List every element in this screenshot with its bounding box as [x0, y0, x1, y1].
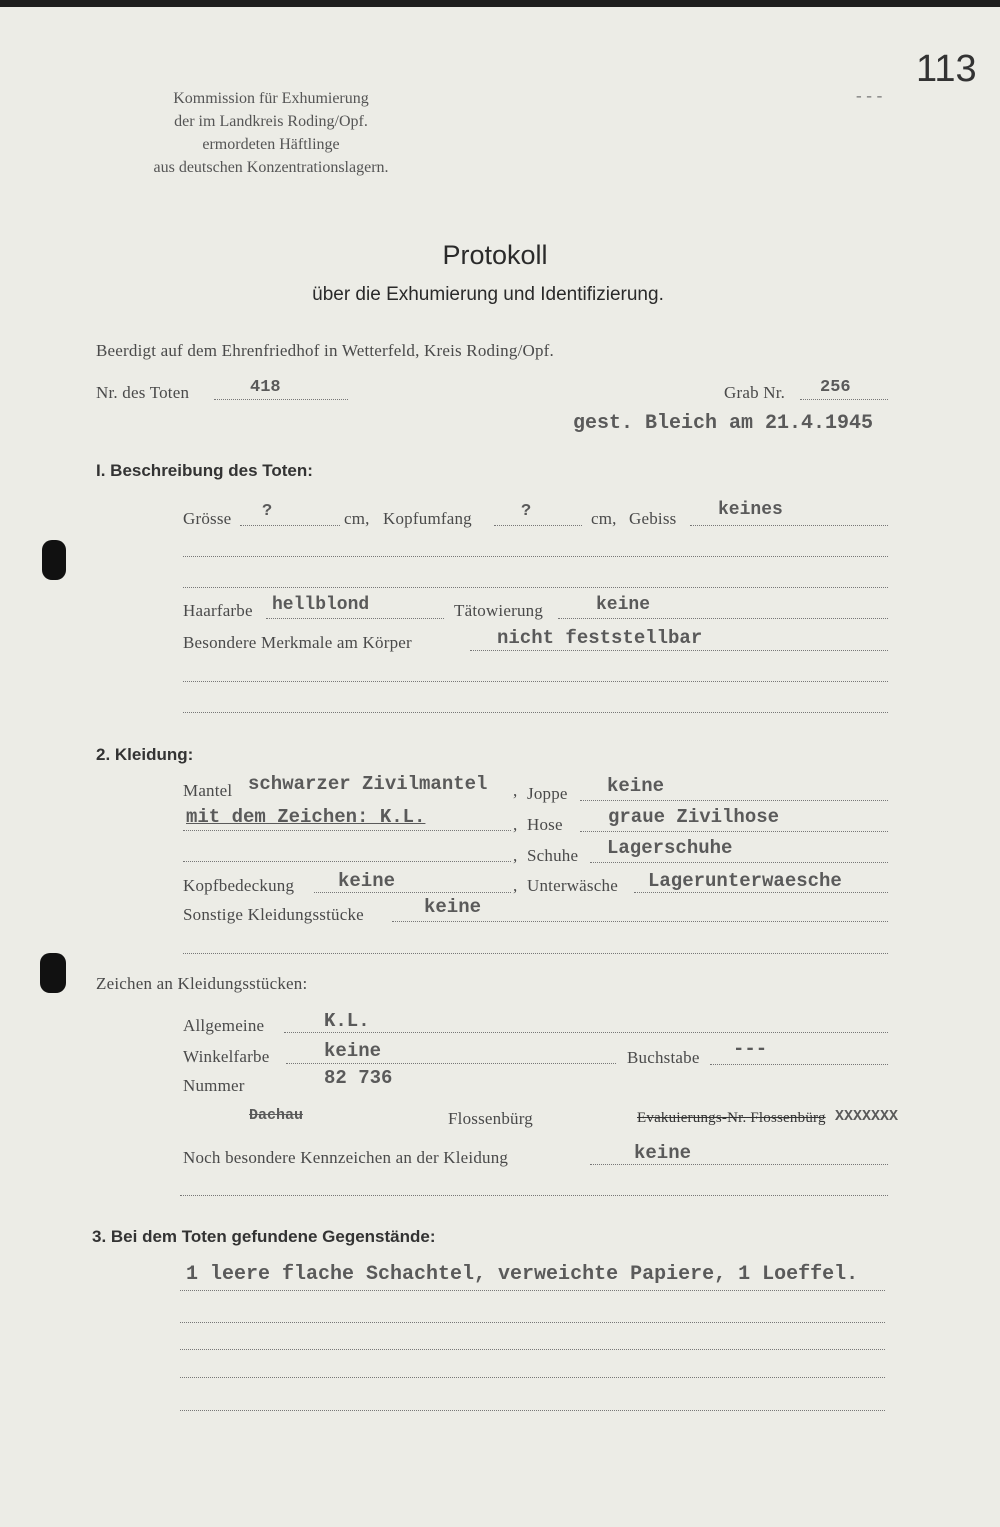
- unterwaesche-value: Lagerunterwaesche: [648, 870, 842, 892]
- blank-line-10: [180, 1377, 885, 1378]
- allgemeine-line: [284, 1032, 888, 1033]
- groesse-line: [240, 525, 340, 526]
- nr-toten-value: 418: [250, 378, 281, 397]
- items-found: 1 leere flache Schachtel, verweichte Papiere, 1 Loeffel.: [186, 1263, 859, 1286]
- grab-nr-value: 256: [820, 378, 851, 397]
- gebiss-line: [690, 525, 888, 526]
- page-number: 113: [916, 48, 977, 90]
- blank-line-2: [183, 587, 888, 588]
- schuhe-line: [590, 862, 888, 863]
- header-line-2: der im Landkreis Roding/Opf.: [174, 113, 368, 130]
- mantel-value-2: mit dem Zeichen: K.L.: [186, 806, 426, 828]
- punch-hole-top: [42, 540, 66, 580]
- hose-line: [580, 831, 888, 832]
- mantel-line-2: [183, 830, 511, 831]
- joppe-line: [580, 800, 888, 801]
- joppe-label: Joppe: [527, 784, 568, 803]
- unterwaesche-line: [634, 892, 888, 893]
- zeichen-heading: Zeichen an Kleidungsstücken:: [96, 974, 308, 993]
- sonstige-label: Sonstige Kleidungsstücke: [183, 905, 364, 924]
- groesse-value: ?: [262, 502, 273, 521]
- hose-label: ,: [513, 815, 518, 834]
- schuhe-label: Schuhe: [527, 846, 579, 865]
- sonstige-line: [392, 921, 888, 922]
- page-subtitle: über die Exhumierung und Identifizierung.: [312, 284, 664, 305]
- nr-toten-line: [214, 399, 348, 400]
- taetowierung-line: [558, 618, 888, 619]
- groesse-label: Grösse: [183, 509, 232, 528]
- kopfbedeckung-label: Kopfbedeckung: [183, 876, 295, 895]
- comma-4: ,: [513, 876, 518, 895]
- buchstabe-label: Buchstabe: [627, 1048, 700, 1067]
- noch-value: keine: [634, 1142, 692, 1164]
- kopfumfang-label: Kopfumfang: [383, 509, 472, 528]
- buchstabe-value: ---: [733, 1038, 768, 1060]
- haarfarbe-line: [266, 618, 444, 619]
- blank-line-7: [180, 1195, 888, 1196]
- kopfumfang-line: [494, 525, 582, 526]
- blank-line-5: [183, 861, 511, 862]
- merkmale-label: Besondere Merkmale am Körper: [183, 633, 412, 652]
- blank-line-6: [183, 953, 888, 954]
- joppe-value: keine: [607, 775, 665, 797]
- haarfarbe-value: hellblond: [272, 595, 370, 615]
- mantel-label: Mantel: [183, 781, 233, 800]
- blank-line-9: [180, 1349, 885, 1350]
- corner-marks: - - -: [856, 86, 883, 105]
- gebiss-value: keines: [718, 500, 783, 520]
- schuhe-value: Lagerschuhe: [607, 837, 733, 859]
- blank-line-4: [183, 712, 888, 713]
- winkelfarbe-value: keine: [324, 1040, 382, 1062]
- kopfumfang-value: ?: [521, 502, 532, 521]
- flossenburg-label: Flossenbürg: [448, 1109, 534, 1128]
- section1-heading: I. Beschreibung des Toten:: [96, 461, 313, 480]
- mantel-value: schwarzer Zivilmantel: [248, 773, 488, 795]
- items-line-1: [180, 1290, 885, 1291]
- header-line-4: aus deutschen Konzentrationslagern.: [153, 159, 389, 176]
- nummer-line: [284, 1094, 888, 1095]
- header-line-3: ermordeten Häftlinge: [202, 136, 340, 153]
- struck-dachau: Dachau: [249, 1107, 304, 1124]
- scan-edge: [0, 0, 1000, 7]
- cm-label-2: cm,: [591, 509, 617, 528]
- winkelfarbe-label: Winkelfarbe: [183, 1047, 270, 1066]
- noch-label: Noch besondere Kennzeichen an der Kleidung: [183, 1148, 509, 1167]
- unterwaesche-label: Unterwäsche: [527, 876, 618, 895]
- nr-toten-label: Nr. des Toten: [96, 383, 190, 402]
- comma-1: ,: [513, 781, 518, 800]
- grab-nr-label: Grab Nr.: [724, 383, 786, 402]
- buchstabe-line: [710, 1064, 888, 1065]
- merkmale-line: [470, 650, 888, 651]
- hose-label-text: Hose: [527, 815, 563, 834]
- taetowierung-value: keine: [596, 595, 651, 615]
- page-title: Protokoll: [442, 240, 548, 270]
- grab-nr-line: [800, 399, 888, 400]
- punch-hole-bottom: [40, 953, 66, 993]
- blank-line-11: [180, 1410, 885, 1411]
- death-note: gest. Bleich am 21.4.1945: [573, 412, 874, 435]
- kopfbedeckung-value: keine: [338, 870, 396, 892]
- allgemeine-label: Allgemeine: [183, 1016, 265, 1035]
- struck-x-overtype: XXXXXXX: [835, 1108, 899, 1125]
- section3-heading: 3. Bei dem Toten gefundene Gegenstände:: [92, 1227, 436, 1246]
- winkelfarbe-line: [286, 1063, 616, 1064]
- struck-evakuierung: Evakuierungs-Nr. Flossenbürg: [637, 1110, 826, 1126]
- cm-label-1: cm,: [344, 509, 370, 528]
- header-line-1: Kommission für Exhumierung: [173, 90, 369, 107]
- noch-line: [590, 1164, 888, 1165]
- haarfarbe-label: Haarfarbe: [183, 601, 253, 620]
- allgemeine-value: K.L.: [324, 1010, 370, 1032]
- nummer-value: 82 736: [324, 1067, 393, 1089]
- burial-line: Beerdigt auf dem Ehrenfriedhof in Wetterfeld, Kreis Roding/Opf.: [96, 341, 554, 360]
- gebiss-label: Gebiss: [629, 509, 677, 528]
- kopfbedeckung-line: [314, 892, 511, 893]
- taetowierung-label: Tätowierung: [454, 601, 544, 620]
- blank-line-8: [180, 1322, 885, 1323]
- section2-heading: 2. Kleidung:: [96, 745, 194, 764]
- merkmale-value: nicht feststellbar: [497, 627, 703, 649]
- comma-3: ,: [513, 846, 518, 865]
- hose-value: graue Zivilhose: [608, 806, 780, 828]
- sonstige-value: keine: [424, 896, 482, 918]
- nummer-label: Nummer: [183, 1076, 245, 1095]
- blank-line-3: [183, 681, 888, 682]
- blank-line-1: [183, 556, 888, 557]
